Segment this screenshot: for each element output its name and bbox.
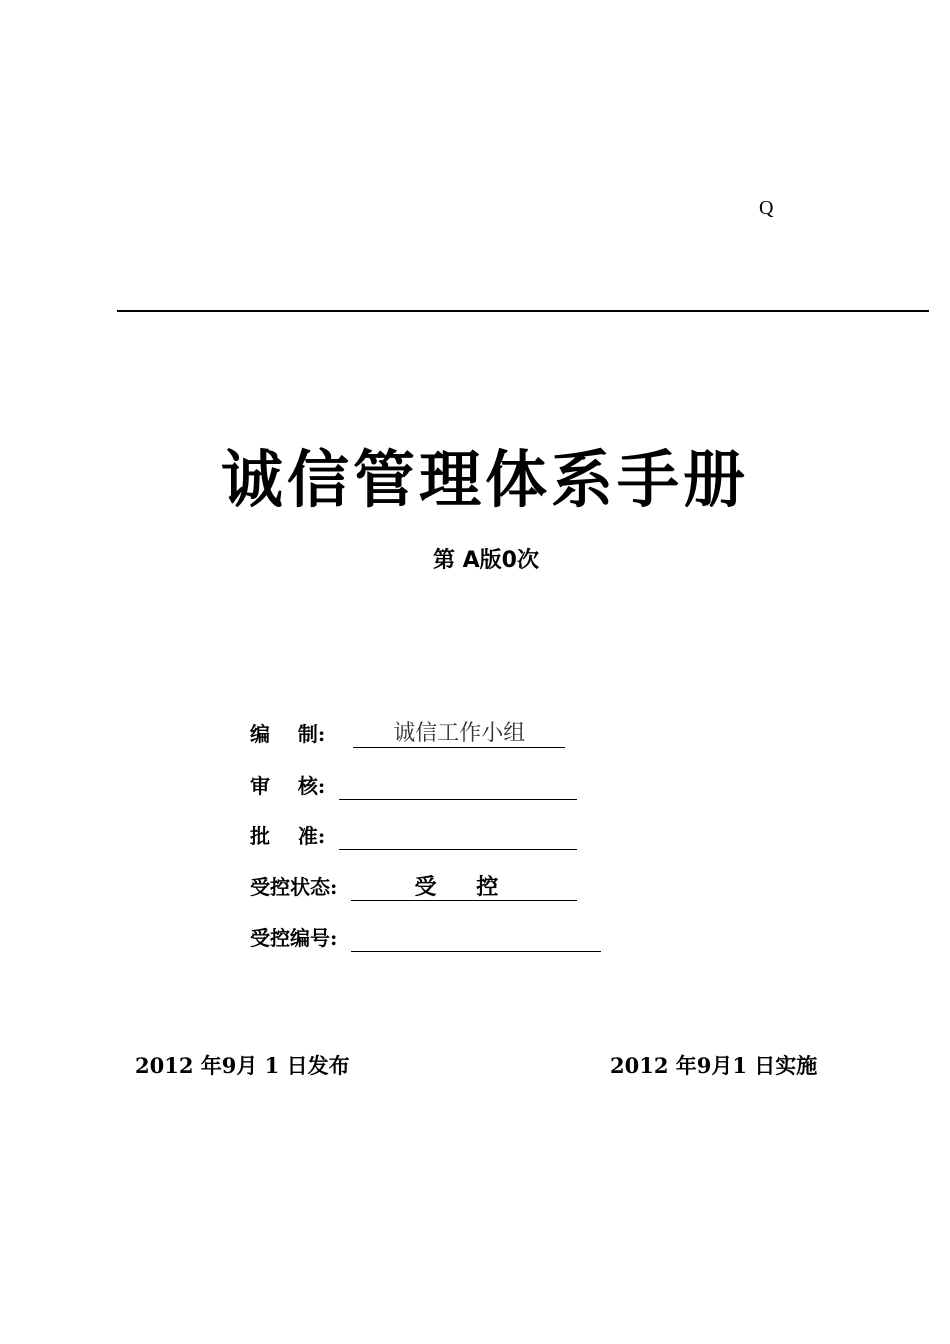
control-status-label: 受控状态: — [250, 875, 338, 899]
release-date: 2012 年9月 1 日发布 — [135, 1053, 350, 1078]
reviewed-by-label: 审 核: — [250, 774, 326, 798]
approved-by-value — [339, 823, 577, 850]
approved-by-label: 批 准: — [250, 824, 326, 848]
control-number-row — [250, 922, 601, 952]
compiled-by-label: 编 制: — [250, 722, 326, 746]
compiled-by-value: 诚信工作小组 — [353, 721, 565, 748]
document-edition: 第 A版0次 — [433, 548, 539, 573]
reviewed-by-row — [250, 770, 577, 800]
compiled-by-row — [250, 718, 565, 748]
approved-by-row — [250, 820, 577, 850]
document-code-letter: Q — [759, 197, 774, 219]
control-status-row — [250, 871, 577, 901]
header-divider — [117, 310, 929, 312]
reviewed-by-value — [339, 773, 577, 800]
control-status-value: 受 控 — [351, 874, 577, 901]
control-number-label: 受控编号: — [250, 926, 338, 950]
effective-date: 2012 年9月1 日实施 — [610, 1053, 818, 1078]
document-title: 诚信管理体系手册 — [220, 443, 749, 516]
control-number-value — [351, 925, 601, 952]
